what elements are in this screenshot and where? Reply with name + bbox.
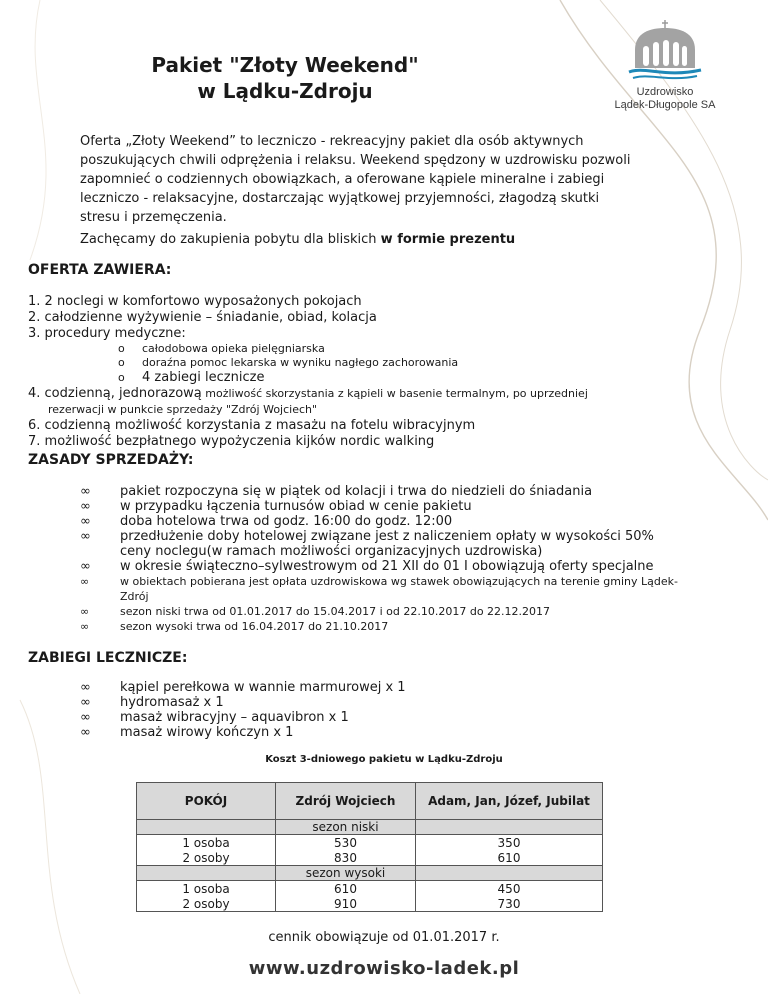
gift-bold-text: w formie prezentu	[380, 232, 516, 247]
season-cell	[137, 866, 276, 881]
offer-heading: OFERTA ZAWIERA:	[28, 262, 172, 278]
website-link[interactable]: www.uzdrowisko-ladek.pl	[248, 958, 520, 979]
rule-text: doba hotelowa trwa od godz. 16:00 do godz. 12:00	[120, 514, 453, 529]
bullet-icon: ∞	[80, 695, 91, 710]
logo-text-1: Uzdrowisko	[636, 86, 694, 98]
table-row	[137, 896, 603, 912]
offer-subitem	[28, 342, 728, 356]
offer-item-3: 3. procedury medyczne:	[28, 326, 186, 341]
offer-item-1: 1. 2 noclegi w komfortowo wyposażonych pokojach	[28, 294, 362, 309]
treatment-text: masaż wirowy kończyn x 1	[120, 725, 294, 740]
list-item	[80, 484, 680, 499]
rule-text: w przypadku łączenia turnusów obiad w cenie pakietu	[120, 499, 472, 514]
bullet-icon: ∞	[80, 575, 90, 588]
rule-text: przedłużenie doby hotelowej związane jest z naliczeniem opłaty w wysokości 50% ceny noclegu(w ramach możliwości organizacyjnych uzdrowiska)	[120, 529, 654, 559]
treatment-text: kąpiel perełkowa w wannie marmurowej x 1	[120, 680, 406, 695]
title-line-1: Pakiet "Złoty Weekend"	[151, 53, 419, 77]
cell-room: 2 osoby	[137, 850, 276, 866]
cell-price: 610	[276, 881, 416, 897]
list-item	[80, 619, 680, 634]
offer-list	[28, 294, 728, 450]
spa-building-icon	[625, 18, 705, 82]
price-table	[136, 782, 603, 912]
gift-line	[80, 230, 680, 249]
table-row	[137, 850, 603, 866]
offer-item-2: 2. całodzienne wyżywienie – śniadanie, obiad, kolacja	[28, 310, 377, 325]
rule-text: sezon wysoki trwa od 16.04.2017 do 21.10.2017	[120, 620, 389, 633]
offer-item-4-main: 4. codzienną, jednorazową	[28, 386, 202, 401]
rule-text: sezon niski trwa od 01.01.2017 do 15.04.2017 i od 22.10.2017 do 22.12.2017	[120, 605, 551, 618]
logo-text-2: Lądek-Długopole SA	[614, 99, 716, 111]
title-line-2: w Lądku-Zdroju	[197, 79, 373, 103]
cell-price: 530	[276, 835, 416, 851]
treatments-heading: ZABIEGI LECZNICZE:	[28, 650, 188, 666]
list-item	[80, 710, 680, 725]
treatments-list	[80, 680, 680, 740]
cell-price: 350	[416, 835, 603, 851]
season-row	[137, 820, 603, 835]
gift-text: Zachęcamy do zakupienia pobytu dla bliskich	[80, 232, 381, 247]
offer-subitem	[28, 356, 728, 370]
sub-marker: o	[118, 356, 125, 369]
company-logo	[610, 18, 720, 112]
bullet-icon: ∞	[80, 514, 91, 529]
offer-subitem-text: 4 zabiegi lecznicze	[142, 370, 265, 385]
column-header-room: POKÓJ	[137, 783, 276, 820]
rules-heading: ZASADY SPRZEDAŻY:	[28, 452, 194, 468]
column-header-other: Adam, Jan, Józef, Jubilat	[416, 783, 603, 820]
offer-item-4-rest: możliwość skorzystania z kąpieli w basenie termalnym, po uprzedniej	[201, 387, 588, 400]
table-row	[137, 835, 603, 851]
cell-price: 830	[276, 850, 416, 866]
cell-price: 450	[416, 881, 603, 897]
list-item	[80, 695, 680, 710]
bullet-icon: ∞	[80, 725, 91, 740]
rule-text: pakiet rozpoczyna się w piątek od kolacji i trwa do niedzieli do śniadania	[120, 484, 593, 499]
list-item	[80, 725, 680, 740]
bullet-icon: ∞	[80, 559, 91, 574]
column-header-wojciech: Zdrój Wojciech	[276, 783, 416, 820]
list-item	[80, 604, 680, 619]
bullet-icon: ∞	[80, 680, 91, 695]
bullet-icon: ∞	[80, 499, 91, 514]
season-label-low: sezon niski	[276, 820, 416, 835]
season-cell	[416, 820, 603, 835]
offer-item-4-cont: rezerwacji w punkcie sprzedaży "Zdrój Wojciech"	[48, 403, 318, 416]
list-item	[80, 499, 680, 514]
bullet-icon: ∞	[80, 605, 90, 618]
treatment-text: masaż wibracyjny – aquavibron x 1	[120, 710, 349, 725]
cell-price: 730	[416, 896, 603, 912]
list-item	[80, 574, 680, 604]
list-item	[80, 680, 680, 695]
season-cell	[416, 866, 603, 881]
table-header-row	[137, 783, 603, 820]
offer-item-4	[28, 386, 728, 402]
treatment-text: hydromasaż x 1	[120, 695, 224, 710]
cell-room: 1 osoba	[137, 835, 276, 851]
price-note: cennik obowiązuje od 01.01.2017 r.	[268, 930, 500, 945]
offer-subitem-text: doraźna pomoc lekarska w wyniku nagłego zachorowania	[142, 356, 459, 369]
rule-text: w obiektach pobierana jest opłata uzdrowiskowa wg stawek obowiązujących na terenie gminy Lądek-Zdrój	[120, 575, 678, 603]
bullet-icon: ∞	[80, 484, 91, 499]
price-table-caption: Koszt 3-dniowego pakietu w Lądku-Zdroju	[265, 754, 503, 765]
offer-item-7: 7. możliwość bezpłatnego wypożyczenia kijków nordic walking	[28, 434, 435, 449]
season-row	[137, 866, 603, 881]
bullet-icon: ∞	[80, 529, 91, 544]
cell-price: 610	[416, 850, 603, 866]
list-item	[80, 529, 680, 559]
rules-list	[80, 484, 680, 634]
intro-paragraph: Oferta „Złoty Weekend” to leczniczo - rekreacyjny pakiet dla osób aktywnych poszukujących chwili odprężenia i relaksu. Weekend spędzony w uzdrowisku pozwoli zapomnieć o codziennych obowiązkach, a oferowane kąpiele mineralne i zabiegi leczniczo - relaksacyjne, dostarczając wyjątkowej przyjemności, złagodzą skutki stresu i przemęczenia.	[80, 134, 631, 225]
sub-marker: o	[118, 371, 125, 384]
offer-subitem	[28, 370, 728, 386]
season-cell	[137, 820, 276, 835]
cell-price: 910	[276, 896, 416, 912]
offer-item-6: 6. codzienną możliwość korzystania z masażu na fotelu wibracyjnym	[28, 418, 476, 433]
list-item	[80, 514, 680, 529]
cell-room: 2 osoby	[137, 896, 276, 912]
page-title	[140, 52, 430, 104]
offer-subitem-text: całodobowa opieka pielęgniarska	[142, 342, 325, 355]
season-label-high: sezon wysoki	[276, 866, 416, 881]
bullet-icon: ∞	[80, 620, 90, 633]
sub-marker: o	[118, 342, 125, 355]
cell-room: 1 osoba	[137, 881, 276, 897]
table-row	[137, 881, 603, 897]
rule-text: w okresie świąteczno–sylwestrowym od 21 XII do 01 I obowiązują oferty specjalne	[120, 559, 654, 574]
bullet-icon: ∞	[80, 710, 91, 725]
list-item	[80, 559, 680, 574]
